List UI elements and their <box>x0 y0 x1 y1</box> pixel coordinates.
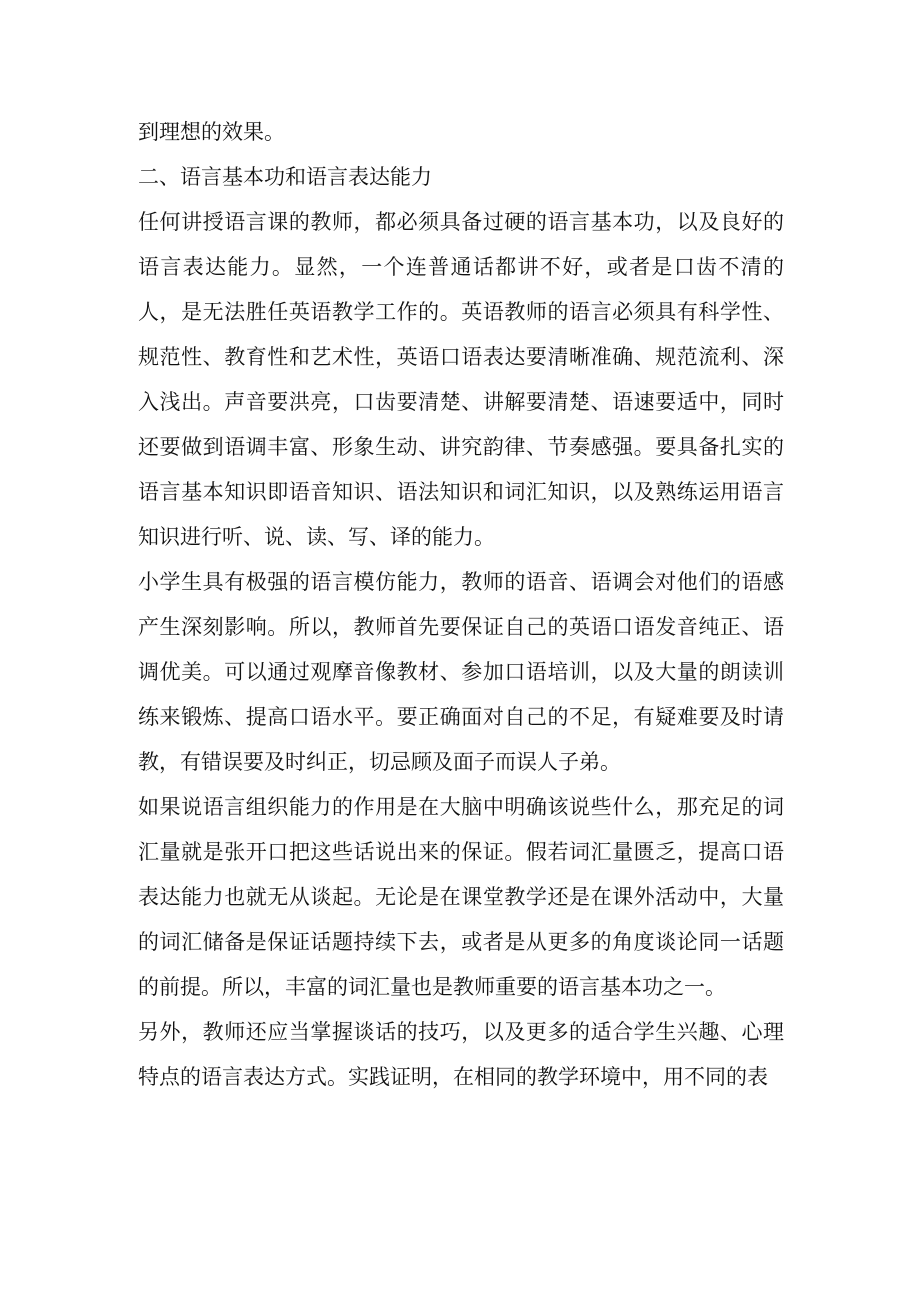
section-heading: 二、语言基本功和语言表达能力 <box>138 165 432 189</box>
paragraph: 如果说语言组织能力的作用是在大脑中明确该说些什么，那充足的词汇量就是张开口把这些话说出来的保证。假若词汇量匮乏，提高口语表达能力也就无从谈起。无论是在课堂教学还是在课外活动中，大量的词汇储备是保证话题持续下去，或者是从更多的角度谈论同一话题的前提。所以，丰富的词汇量也是教师重要的语言基本功之一。 <box>138 795 784 999</box>
paragraph-continuation: 到理想的效果。 <box>138 120 285 144</box>
paragraph: 任何讲授语言课的教师，都必须具备过硬的语言基本功，以及良好的语言表达能力。显然，一个连普通话都讲不好，或者是口齿不清的人，是无法胜任英语教学工作的。英语教师的语言必须具有科学性、规范性、教育性和艺术性，英语口语表达要清晰准确、规范流利、深入浅出。声音要洪亮，口齿要清楚、讲解要清楚、语速要适中，同时还要做到语调丰富、形象生动、讲究韵律、节奏感强。要具备扎实的语言基本知识即语音知识、语法知识和词汇知识，以及熟练运用语言知识进行听、说、读、写、译的能力。 <box>138 210 784 549</box>
paragraph: 小学生具有极强的语言模仿能力，教师的语音、语调会对他们的语感产生深刻影响。所以，教师首先要保证自己的英语口语发音纯正、语调优美。可以通过观摩音像教材、参加口语培训，以及大量的朗读训练来锻炼、提高口语水平。要正确面对自己的不足，有疑难要及时请教，有错误要及时纠正，切忌顾及面子而误人子弟。 <box>138 570 784 774</box>
document-body <box>138 110 784 1100</box>
paragraph: 另外，教师还应当掌握谈话的技巧，以及更多的适合学生兴趣、心理特点的语言表达方式。实践证明，在相同的教学环境中，用不同的表 <box>138 1020 784 1089</box>
